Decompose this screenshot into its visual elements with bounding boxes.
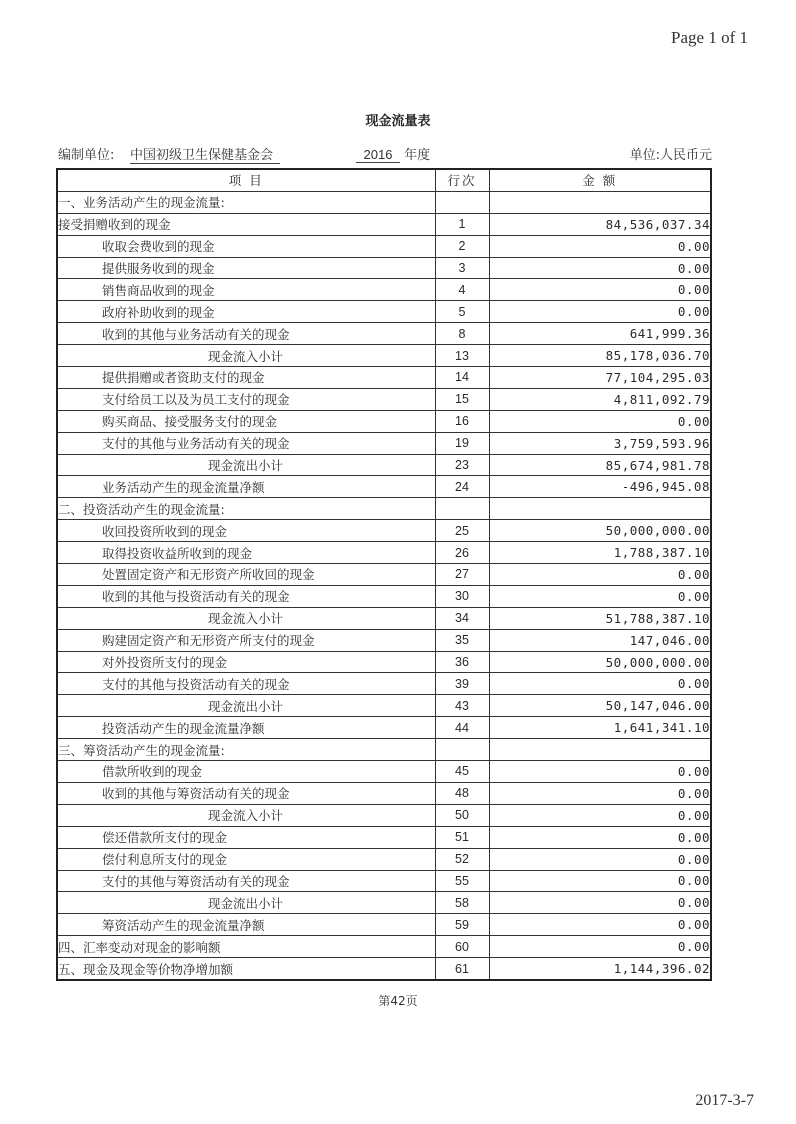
row-item: 偿付利息所支付的现金 <box>57 848 435 870</box>
table-row <box>57 279 711 301</box>
row-amount: 0.00 <box>489 892 711 914</box>
row-amount: 147,046.00 <box>489 629 711 651</box>
table-row <box>57 191 711 213</box>
row-line-no: 2 <box>435 235 489 257</box>
statement-title: 现金流量表 <box>365 114 431 129</box>
row-amount: 0.00 <box>489 585 711 607</box>
row-amount: 1,788,387.10 <box>489 542 711 564</box>
row-amount: 641,999.36 <box>489 323 711 345</box>
row-line-no <box>435 739 489 761</box>
row-line-no: 55 <box>435 870 489 892</box>
currency-unit: 单位:人民币元 <box>629 148 712 163</box>
table-row <box>57 520 711 542</box>
row-item: 提供服务收到的现金 <box>57 257 435 279</box>
row-amount: 4,811,092.79 <box>489 388 711 410</box>
row-line-no: 52 <box>435 848 489 870</box>
row-line-no: 13 <box>435 345 489 367</box>
table-row <box>57 782 711 804</box>
row-line-no: 16 <box>435 410 489 432</box>
row-item: 销售商品收到的现金 <box>57 279 435 301</box>
date-stamp: 2017-3-7 <box>695 1092 754 1109</box>
table-row <box>57 564 711 586</box>
row-item: 支付的其他与投资活动有关的现金 <box>57 673 435 695</box>
row-line-no: 4 <box>435 279 489 301</box>
row-line-no: 35 <box>435 629 489 651</box>
table-row <box>57 235 711 257</box>
row-line-no: 51 <box>435 826 489 848</box>
table-row <box>57 585 711 607</box>
row-amount: 0.00 <box>489 279 711 301</box>
row-line-no: 24 <box>435 476 489 498</box>
reporting-unit-name: 中国初级卫生保健基金会 <box>130 144 280 164</box>
row-item: 三、筹资活动产生的现金流量: <box>57 739 435 761</box>
row-item: 一、业务活动产生的现金流量: <box>57 191 435 213</box>
row-item: 现金流出小计 <box>57 892 435 914</box>
row-amount: 85,178,036.70 <box>489 345 711 367</box>
row-amount <box>489 498 711 520</box>
row-line-no: 43 <box>435 695 489 717</box>
row-line-no: 27 <box>435 564 489 586</box>
row-line-no <box>435 498 489 520</box>
row-amount: 0.00 <box>489 673 711 695</box>
row-line-no: 25 <box>435 520 489 542</box>
row-item: 购建固定资产和无形资产所支付的现金 <box>57 629 435 651</box>
table-header-row <box>57 169 711 191</box>
row-amount: 0.00 <box>489 914 711 936</box>
table-row <box>57 213 711 235</box>
table-row <box>57 651 711 673</box>
table-row <box>57 958 711 980</box>
fiscal-year-label: 年度 <box>404 148 431 163</box>
header-amount: 金 额 <box>489 169 711 191</box>
table-row <box>57 301 711 323</box>
row-item: 五、现金及现金等价物净增加额 <box>57 958 435 980</box>
header-line-no: 行次 <box>435 169 489 191</box>
table-row <box>57 257 711 279</box>
table-row <box>57 410 711 432</box>
row-item: 借款所收到的现金 <box>57 761 435 783</box>
table-row <box>57 476 711 498</box>
row-line-no: 8 <box>435 323 489 345</box>
row-amount: 50,000,000.00 <box>489 651 711 673</box>
table-row <box>57 870 711 892</box>
table-row <box>57 826 711 848</box>
row-item: 现金流入小计 <box>57 804 435 826</box>
row-item: 取得投资收益所收到的现金 <box>57 542 435 564</box>
row-line-no: 45 <box>435 761 489 783</box>
row-item: 业务活动产生的现金流量净额 <box>57 476 435 498</box>
row-line-no: 59 <box>435 914 489 936</box>
row-line-no: 26 <box>435 542 489 564</box>
row-line-no: 14 <box>435 367 489 389</box>
row-line-no: 34 <box>435 607 489 629</box>
statement-meta <box>58 144 712 162</box>
row-line-no: 50 <box>435 804 489 826</box>
row-amount: 0.00 <box>489 761 711 783</box>
row-item: 收到的其他与筹资活动有关的现金 <box>57 782 435 804</box>
table-row <box>57 607 711 629</box>
table-row <box>57 454 711 476</box>
row-amount: 1,641,341.10 <box>489 717 711 739</box>
table-row <box>57 673 711 695</box>
row-item: 提供捐赠或者资助支付的现金 <box>57 367 435 389</box>
row-line-no: 39 <box>435 673 489 695</box>
row-amount: 0.00 <box>489 870 711 892</box>
row-line-no: 19 <box>435 432 489 454</box>
table-row <box>57 936 711 958</box>
row-item: 四、汇率变动对现金的影响额 <box>57 936 435 958</box>
table-row <box>57 432 711 454</box>
row-item: 筹资活动产生的现金流量净额 <box>57 914 435 936</box>
row-item: 收到的其他与业务活动有关的现金 <box>57 323 435 345</box>
row-amount: 0.00 <box>489 301 711 323</box>
row-line-no: 23 <box>435 454 489 476</box>
row-amount: 51,788,387.10 <box>489 607 711 629</box>
row-amount: 0.00 <box>489 257 711 279</box>
row-item: 现金流出小计 <box>57 695 435 717</box>
fiscal-year <box>356 144 430 163</box>
table-row <box>57 498 711 520</box>
row-item: 二、投资活动产生的现金流量: <box>57 498 435 520</box>
table-row <box>57 345 711 367</box>
row-item: 支付的其他与业务活动有关的现金 <box>57 432 435 454</box>
table-row <box>57 739 711 761</box>
row-amount: 0.00 <box>489 235 711 257</box>
row-item: 接受捐赠收到的现金 <box>57 213 435 235</box>
table-row <box>57 367 711 389</box>
row-amount: 0.00 <box>489 848 711 870</box>
header-item: 项 目 <box>57 169 435 191</box>
row-item: 投资活动产生的现金流量净额 <box>57 717 435 739</box>
row-line-no: 15 <box>435 388 489 410</box>
row-item: 对外投资所支付的现金 <box>57 651 435 673</box>
row-line-no: 3 <box>435 257 489 279</box>
row-amount: 50,000,000.00 <box>489 520 711 542</box>
row-amount: 84,536,037.34 <box>489 213 711 235</box>
row-item: 处置固定资产和无形资产所收回的现金 <box>57 564 435 586</box>
row-amount: 1,144,396.02 <box>489 958 711 980</box>
row-amount: -496,945.08 <box>489 476 711 498</box>
row-amount: 85,674,981.78 <box>489 454 711 476</box>
table-row <box>57 848 711 870</box>
footer-page-number: 第42页 <box>378 994 418 1008</box>
page-indicator: Page 1 of 1 <box>671 28 748 47</box>
row-line-no: 36 <box>435 651 489 673</box>
reporting-unit-label: 编制单位: <box>58 148 115 163</box>
table-row <box>57 542 711 564</box>
cash-flow-table <box>56 168 712 981</box>
row-item: 偿还借款所支付的现金 <box>57 826 435 848</box>
row-amount <box>489 739 711 761</box>
row-line-no: 61 <box>435 958 489 980</box>
table-row <box>57 717 711 739</box>
row-item: 收取会费收到的现金 <box>57 235 435 257</box>
row-line-no: 5 <box>435 301 489 323</box>
row-amount: 3,759,593.96 <box>489 432 711 454</box>
row-amount: 0.00 <box>489 782 711 804</box>
row-item: 政府补助收到的现金 <box>57 301 435 323</box>
row-amount: 50,147,046.00 <box>489 695 711 717</box>
row-line-no: 48 <box>435 782 489 804</box>
row-amount <box>489 191 711 213</box>
row-amount: 0.00 <box>489 804 711 826</box>
row-line-no: 30 <box>435 585 489 607</box>
row-line-no: 44 <box>435 717 489 739</box>
row-line-no: 58 <box>435 892 489 914</box>
row-line-no: 60 <box>435 936 489 958</box>
table-row <box>57 323 711 345</box>
row-item: 现金流入小计 <box>57 607 435 629</box>
row-item: 现金流出小计 <box>57 454 435 476</box>
row-amount: 0.00 <box>489 936 711 958</box>
row-amount: 77,104,295.03 <box>489 367 711 389</box>
row-item: 现金流入小计 <box>57 345 435 367</box>
table-row <box>57 914 711 936</box>
row-line-no: 1 <box>435 213 489 235</box>
row-item: 购买商品、接受服务支付的现金 <box>57 410 435 432</box>
row-line-no <box>435 191 489 213</box>
table-row <box>57 761 711 783</box>
row-item: 支付给员工以及为员工支付的现金 <box>57 388 435 410</box>
table-row <box>57 388 711 410</box>
row-item: 收到的其他与投资活动有关的现金 <box>57 585 435 607</box>
table-row <box>57 629 711 651</box>
row-item: 收回投资所收到的现金 <box>57 520 435 542</box>
row-amount: 0.00 <box>489 826 711 848</box>
row-item: 支付的其他与筹资活动有关的现金 <box>57 870 435 892</box>
row-amount: 0.00 <box>489 564 711 586</box>
table-row <box>57 892 711 914</box>
table-row <box>57 804 711 826</box>
row-amount: 0.00 <box>489 410 711 432</box>
table-row <box>57 695 711 717</box>
table-body <box>57 191 711 980</box>
fiscal-year-value: 2016 <box>356 147 400 163</box>
